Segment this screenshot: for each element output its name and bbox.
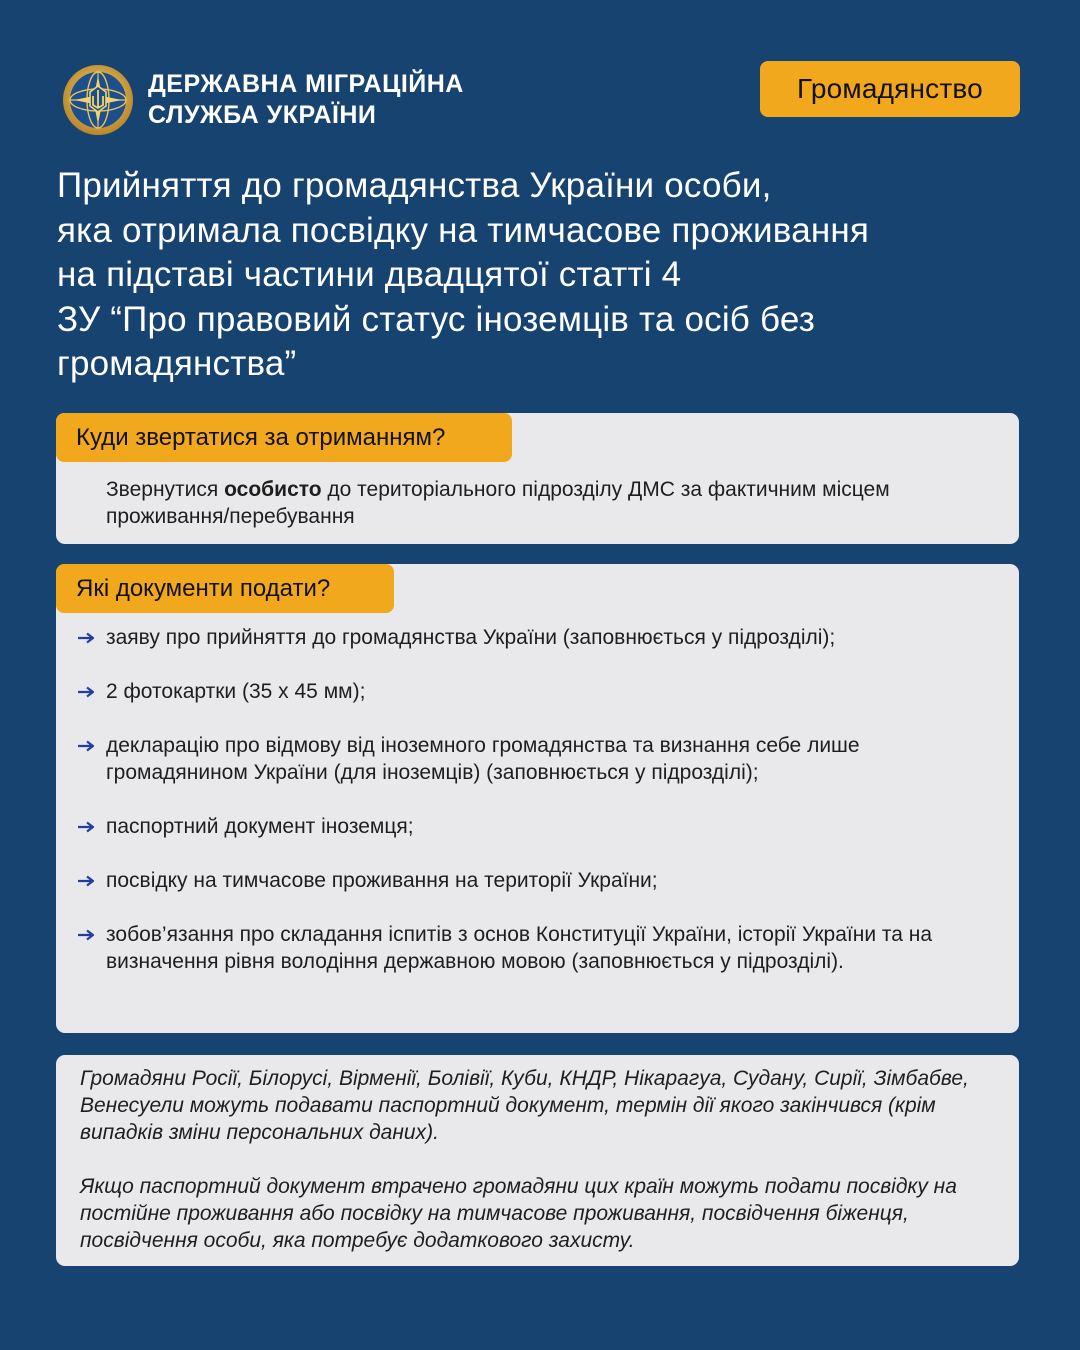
- where-text-start: Звернутися: [106, 478, 225, 501]
- document-item-text: паспортний документ іноземця;: [106, 815, 414, 838]
- where-text-end: до територіального підрозділу ДМС за фактичним місцем проживання/перебування: [106, 478, 890, 528]
- where-to-apply-card: [56, 413, 1019, 544]
- where-text-bold: особисто: [224, 478, 322, 501]
- title-line: яка отримала посвідку на тимчасове проживання: [57, 210, 870, 250]
- arrow-right-icon: [78, 740, 96, 752]
- title-line: ЗУ “Про правовий статус іноземців та осіб без: [57, 299, 815, 339]
- title-line: Прийняття до громадянства України особи,: [57, 166, 772, 205]
- org-name-line-2: СЛУЖБА УКРАЇНИ: [148, 101, 377, 129]
- document-item-text: заяву про прийняття до громадянства України (заповнюється у підрозділі);: [106, 626, 836, 649]
- document-item-text: декларацію про відмову від іноземного громадянства та визнання себе лише громадянином України (для іноземців) (заповнюється у підрозділі);: [106, 734, 860, 784]
- document-item-text: зобов’язання про складання іспитів з основ Конституції України, історії України та на визначення рівня володіння державною мовою (заповнюється у підрозділі).: [106, 923, 933, 973]
- note-paragraph-1: Громадяни Росії, Білорусі, Вірменії, Болівії, Куби, КНДР, Нікарагуа, Судану, Сирії, Зімбабве, Венесуели можуть подавати паспортний документ, термін дії якого закінчився (крім випадків зміни персональних даних).: [80, 1067, 969, 1144]
- arrow-right-icon: [78, 929, 96, 941]
- note-paragraph-2: Якщо паспортний документ втрачено громадяни цих країн можуть подати посвідку на постійне проживання або посвідку на тимчасове проживання, посвідчення біженця, посвідчення особи, яка потребує додаткового захисту.: [80, 1175, 957, 1252]
- dms-emblem-icon: [60, 62, 136, 138]
- documents-heading: Які документи подати?: [56, 564, 394, 613]
- where-to-apply-text: [106, 476, 986, 530]
- document-item-text: посвідку на тимчасове проживання на території України;: [106, 869, 658, 892]
- where-to-apply-heading: Куди звертатися за отриманням?: [56, 413, 512, 462]
- arrow-right-icon: [78, 875, 96, 887]
- organization-name: [148, 69, 464, 131]
- arrow-right-icon: [78, 632, 96, 644]
- documents-card: [56, 564, 1019, 1033]
- arrow-right-icon: [78, 821, 96, 833]
- arrow-right-icon: [78, 686, 96, 698]
- category-badge: Громадянство: [760, 61, 1020, 117]
- page-title: [57, 164, 1017, 387]
- title-line: на підставі частини двадцятої статті 4: [57, 255, 682, 294]
- org-name-line-1: ДЕРЖАВНА МІГРАЦІЙНА: [148, 70, 464, 98]
- note-card: [56, 1055, 1019, 1266]
- document-item-text: 2 фотокартки (35 х 45 мм);: [106, 680, 366, 703]
- title-line: громадянства”: [57, 344, 297, 383]
